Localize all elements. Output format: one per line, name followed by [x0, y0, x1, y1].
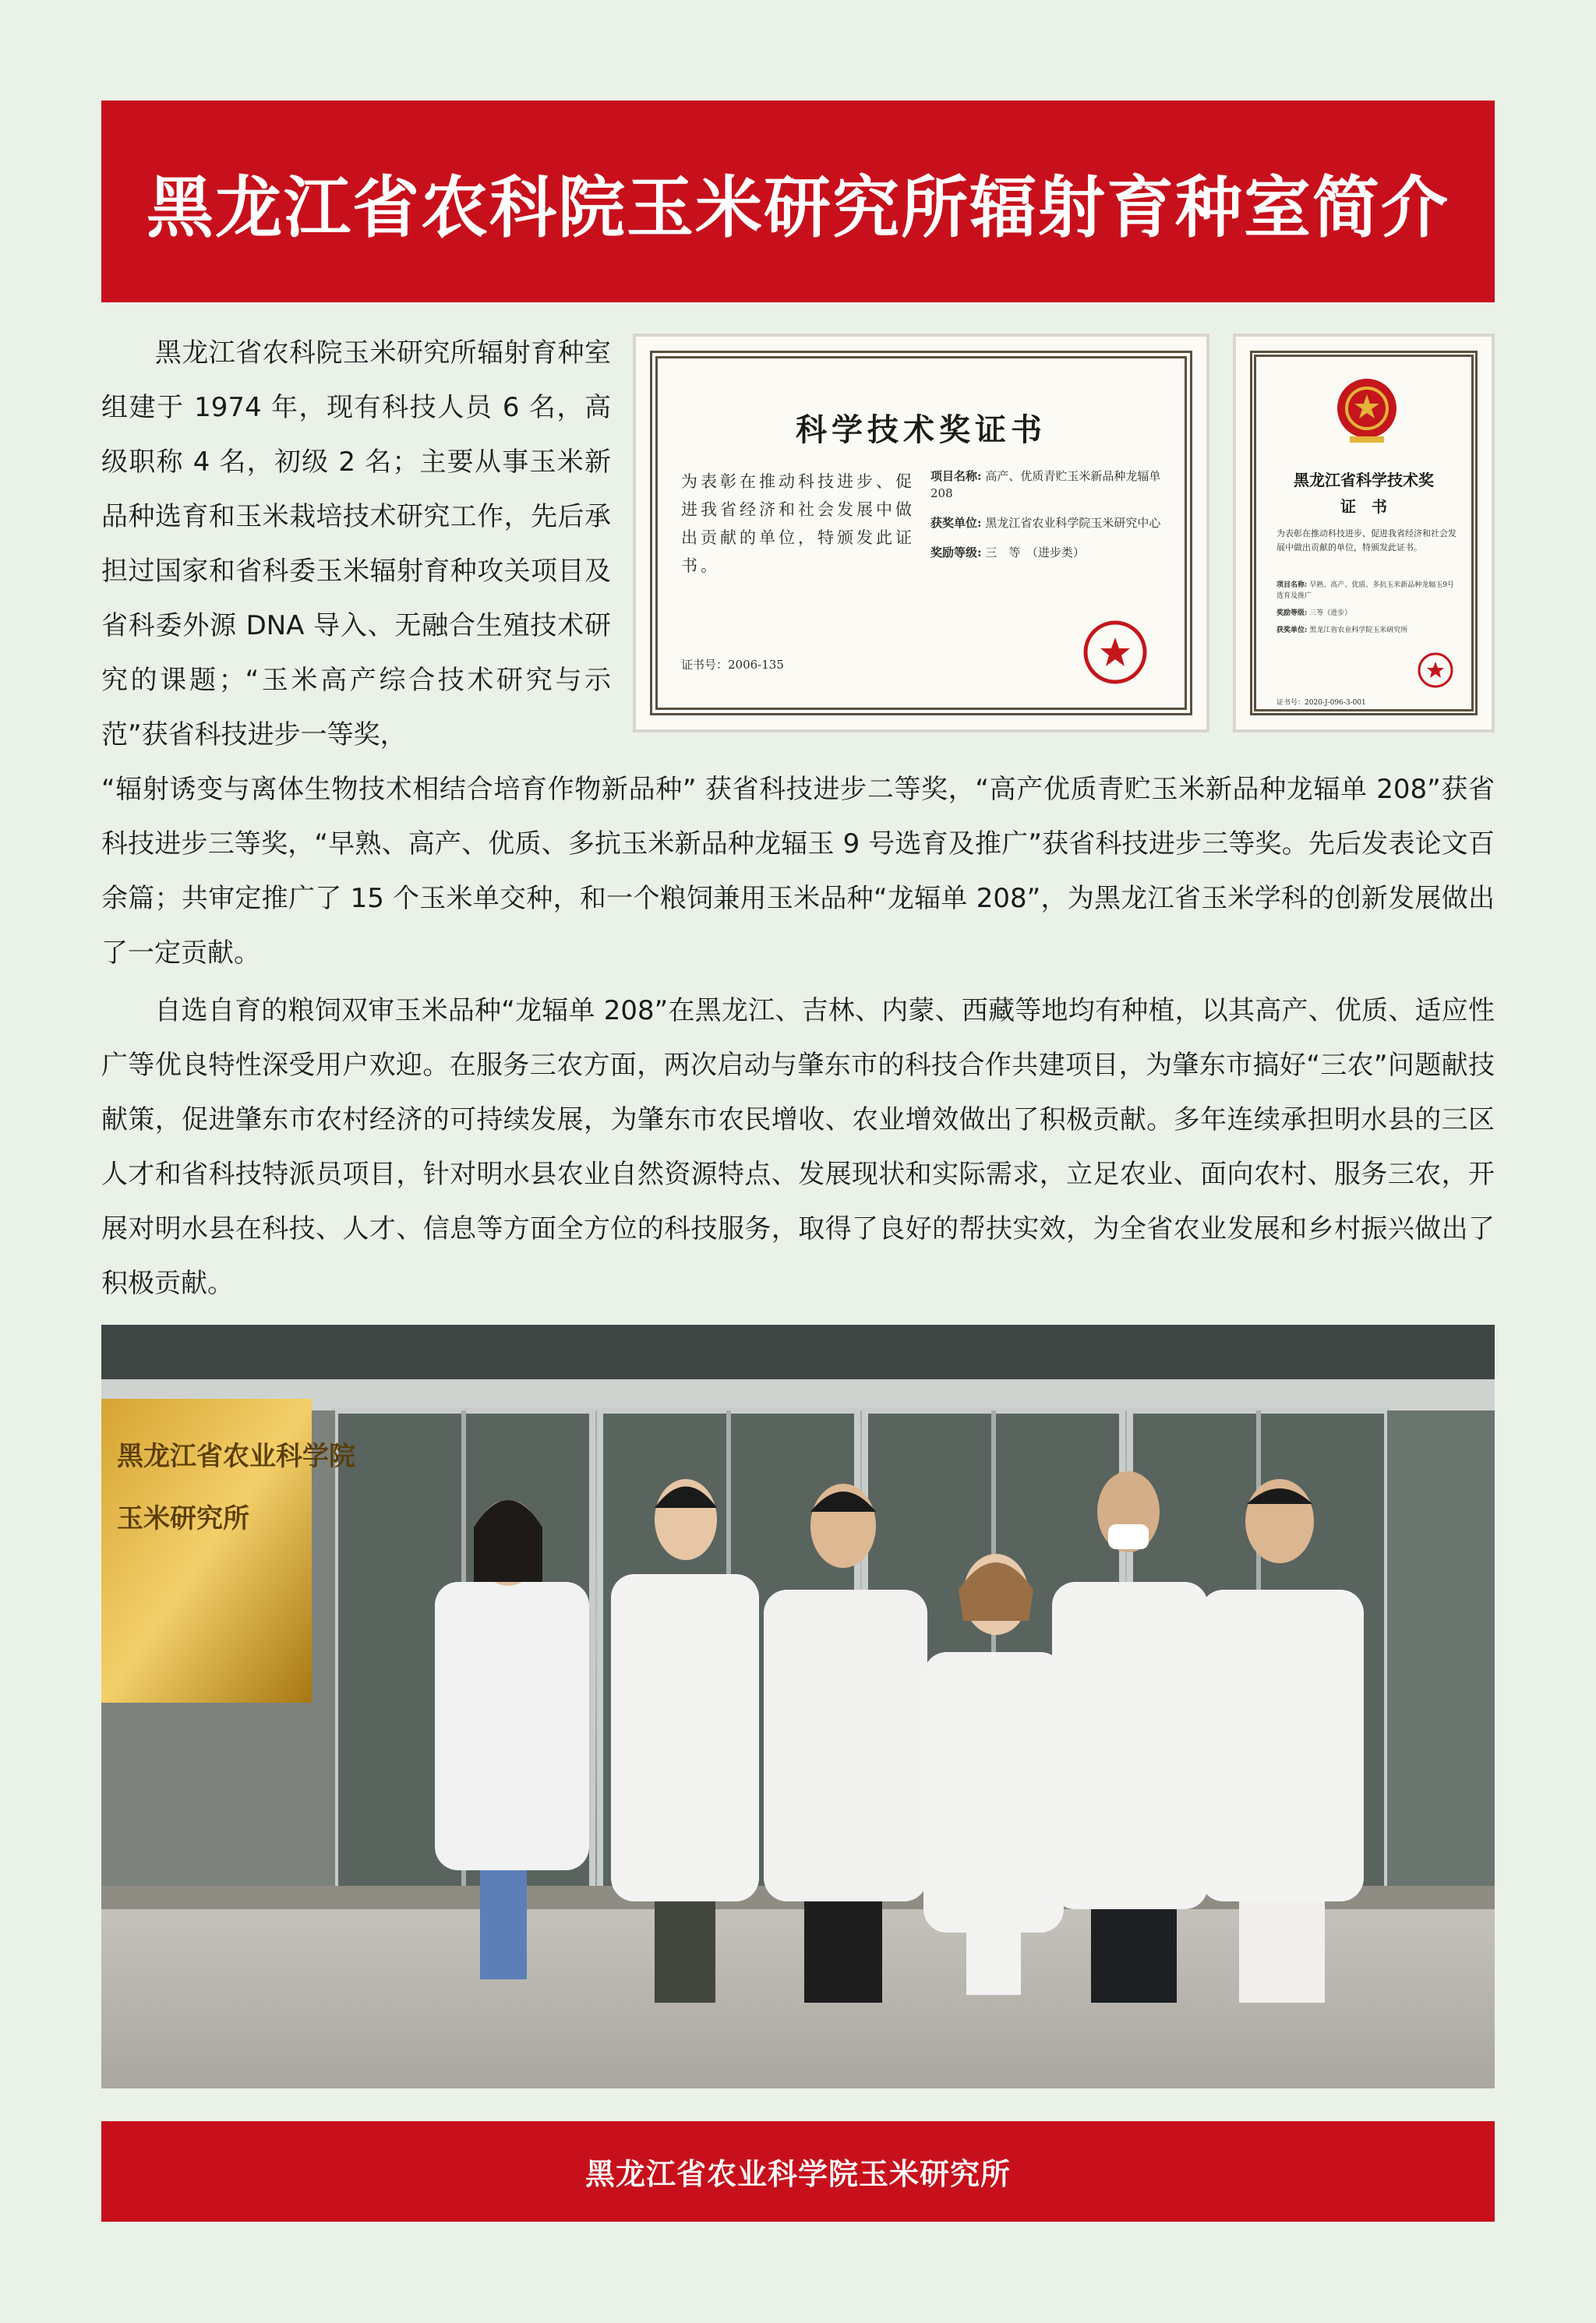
- certificate-number: 证书号：2006-135: [681, 658, 784, 672]
- red-seal-icon: [1417, 651, 1454, 689]
- service-paragraph: 自选自育的粮饲双审玉米品种“龙辐单 208”在黑龙江、吉林、内蒙、西藏等地均有种植，以其高产、优质、适应性广等优良特性深受用户欢迎。在服务三农方面，两次启动与肇东市的科技合作共建项目，为肇东市搞好“三农”问题献技献策，促进肇东市农村经济的可持续发展，为肇东市农民增收、农业增效做出了积极贡献。多年连续承担明水县的三区人才和省科技特派员项目，针对明水县农业自然资源特点、发展现状和实际需求，立足农业、面向农村、服务三农，开展对明水县在科技、人才、信息等方面全方位的科技服务，取得了良好的帮扶实效，为全省农业发展和乡村振兴做出了积极贡献。: [101, 995, 1495, 1299]
- footer-text: 黑龙江省农业科学院玉米研究所: [584, 2157, 1011, 2191]
- certificate-image-2: [1233, 334, 1495, 733]
- red-seal-icon: [1082, 619, 1149, 686]
- certificate-title: 科学技术奖证书: [796, 411, 1047, 448]
- page-title: 黑龙江省农科院玉米研究所辐射育种室简介: [147, 168, 1449, 247]
- national-emblem-icon: [1328, 374, 1406, 446]
- project-label: 项目名称:: [930, 469, 982, 483]
- project-value: 早熟、高产、优质、多抗玉米新品种龙辐玉9号选育及推广: [1276, 581, 1454, 600]
- unit-value: 黑龙江省农业科学院玉米研究中心: [985, 516, 1161, 530]
- level-value: 三等（进步）: [1309, 609, 1352, 617]
- certificate-title: 黑龙江省科学技术奖: [1294, 471, 1434, 489]
- title-banner: [101, 101, 1495, 302]
- certificate-left-text: 为表彰在推动科技进步、促进我省经济和社会发展中做出贡献的单位，特颁发此证书。: [681, 472, 915, 575]
- plaque-line-1: 黑龙江省农业科学院: [117, 1441, 355, 1472]
- team-photo-scene: [101, 1325, 1495, 2088]
- level-value: 三 等 （进步类）: [985, 545, 1085, 560]
- level-label: 奖励等级:: [1276, 609, 1308, 617]
- certificate-text: 为表彰在推动科技进步、促进我省经济和社会发展中做出贡献的单位，特颁发此证书。: [1276, 528, 1457, 553]
- team-photo: [101, 1325, 1495, 2088]
- awards-paragraph: “辐射诱变与离体生物技术相结合培育作物新品种” 获省科技进步二等奖，“高产优质青贮玉米新品种龙辐单 208”获省科技进步三等奖，“早熟、高产、优质、多抗玉米新品种龙辐玉 9 号选育及推广”获省科技进步三等奖。先后发表论文百余篇；共审定推广了 15 个玉米单交种，和一个粮饲兼用玉米品种“龙辐单 208”，为黑龙江省玉米学科的创新发展做出了一定贡献。: [101, 774, 1495, 969]
- certificate-details: [1276, 580, 1460, 636]
- unit-label: 获奖单位:: [930, 516, 982, 530]
- intro-paragraph: 黑龙江省农科院玉米研究所辐射育种室组建于 1974 年，现有科技人员 6 名，高级职称 4 名，初级 2 名；主要从事玉米新品种选育和玉米栽培技术研究工作，先后承担过国家和省科委玉米辐射育种攻关项目及省科委外源 DNA 导入、无融合生殖技术研究的课题；“玉米高产综合技术研究与示范”获省科技进步一等奖，: [101, 337, 611, 750]
- project-value: 高产、优质青贮玉米新品种龙辐单208: [930, 469, 1161, 500]
- unit-label: 获奖单位:: [1276, 627, 1308, 634]
- certificate-image-1: [633, 334, 1209, 733]
- unit-value: 黑龙江省农业科学院玉米研究所: [1309, 627, 1408, 634]
- plaque-line-2: 玉米研究所: [117, 1503, 249, 1534]
- project-label: 项目名称:: [1276, 581, 1308, 589]
- certificate-details: [930, 468, 1180, 561]
- footer-banner: [101, 2121, 1495, 2222]
- certificate-number: 证书号：2020-J-096-3-001: [1276, 699, 1366, 707]
- certificate-subtitle: 证 书: [1340, 497, 1387, 516]
- level-label: 奖励等级:: [930, 545, 982, 560]
